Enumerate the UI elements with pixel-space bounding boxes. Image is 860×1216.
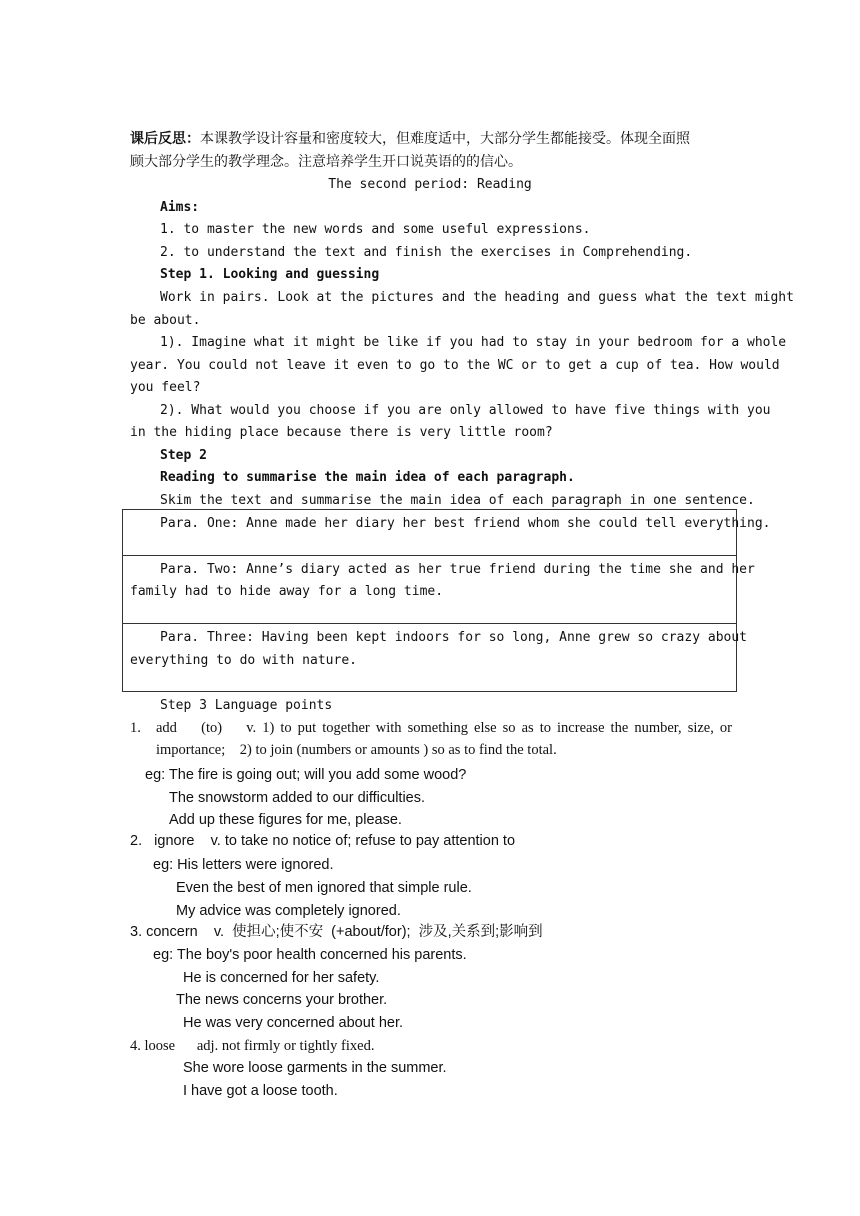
step1-question-1-line-1: 1). Imagine what it might be like if you had to stay in your bedroom for a whole [160,335,787,350]
concern-definition: 3. concern v. 使担心;使不安 (+about/for); 涉及,关系到;影响到 [130,924,543,940]
step1-question-2-line-1: 2). What would you choose if you are only allowed to have five things with you [160,403,771,418]
add-number: 1. [130,720,141,736]
step2-instruction: Skim the text and summarise the main idea of each paragraph in one sentence. [160,493,755,508]
ignore-example: eg: His letters were ignored. [153,857,334,873]
table-divider [122,623,737,624]
summary-para-3-line-1: Para. Three: Having been kept indoors for so long, Anne grew so crazy about [160,630,747,645]
loose-example: She wore loose garments in the summer. [183,1060,447,1076]
add-example: eg: The fire is going out; will you add some wood? [145,767,467,783]
summary-para-2-line-1: Para. Two: Anne’s diary acted as her true friend during the time she and her [160,562,755,577]
step1-heading: Step 1. Looking and guessing [160,267,380,282]
reflection-line-1 [130,130,730,148]
concern-example: He is concerned for her safety. [183,970,380,986]
step3-heading: Step 3 Language points [160,698,333,713]
concern-example: He was very concerned about her. [183,1015,404,1031]
step2-subheading: Reading to summarise the main idea of each paragraph. [160,470,575,485]
summary-para-2-line-2: family had to hide away for a long time. [130,584,444,599]
summary-para-3-line-2: everything to do with nature. [130,653,357,668]
table-divider [122,555,737,556]
summary-para-1: Para. One: Anne made her diary her best friend whom she could tell everything. [160,516,771,531]
step1-question-1-line-3: you feel? [130,380,201,395]
step1-question-1-line-2: year. You could not leave it even to go to the WC or to get a cup of tea. How would [130,358,780,373]
concern-example: eg: The boy's poor health concerned his parents. [153,947,467,963]
period-title: The second period: Reading [328,177,532,192]
step2-heading: Step 2 [160,448,207,463]
aims-item: 1. to master the new words and some useful expressions. [160,222,591,237]
reflection-text: 本课教学设计容量和密度较大，但难度适中，大部分学生都能接受。体现全面照 [200,131,690,147]
ignore-example: Even the best of men ignored that simple rule. [176,880,472,896]
concern-example: The news concerns your brother. [176,992,388,1008]
add-example: Add up these figures for me, please. [169,812,402,828]
reflection-line-2: 顾大部分学生的教学理念。注意培养学生开口说英语的的信心。 [130,154,522,170]
add-definition-line-1: add (to) v. 1) to put together with something else so as to increase the number, size, or [156,720,732,736]
ignore-example: My advice was completely ignored. [176,903,401,919]
ignore-definition: 2. ignore v. to take no notice of; refuse to pay attention to [130,833,516,849]
loose-example: I have got a loose tooth. [183,1083,338,1099]
reflection-label: 课后反思： [130,131,200,147]
step1-intro-line-1: Work in pairs. Look at the pictures and the heading and guess what the text might [160,290,794,305]
aims-heading: Aims: [160,200,200,215]
add-definition-line-2: importance; 2) to join (numbers or amounts ) so as to find the total. [156,742,557,758]
step1-question-2-line-2: in the hiding place because there is very little room? [130,425,553,440]
add-example: The snowstorm added to our difficulties. [169,790,426,806]
loose-definition: 4. loose adj. not firmly or tightly fixed. [130,1038,375,1054]
step1-intro-line-2: be about. [130,313,201,328]
aims-item: 2. to understand the text and finish the exercises in Comprehending. [160,245,693,260]
